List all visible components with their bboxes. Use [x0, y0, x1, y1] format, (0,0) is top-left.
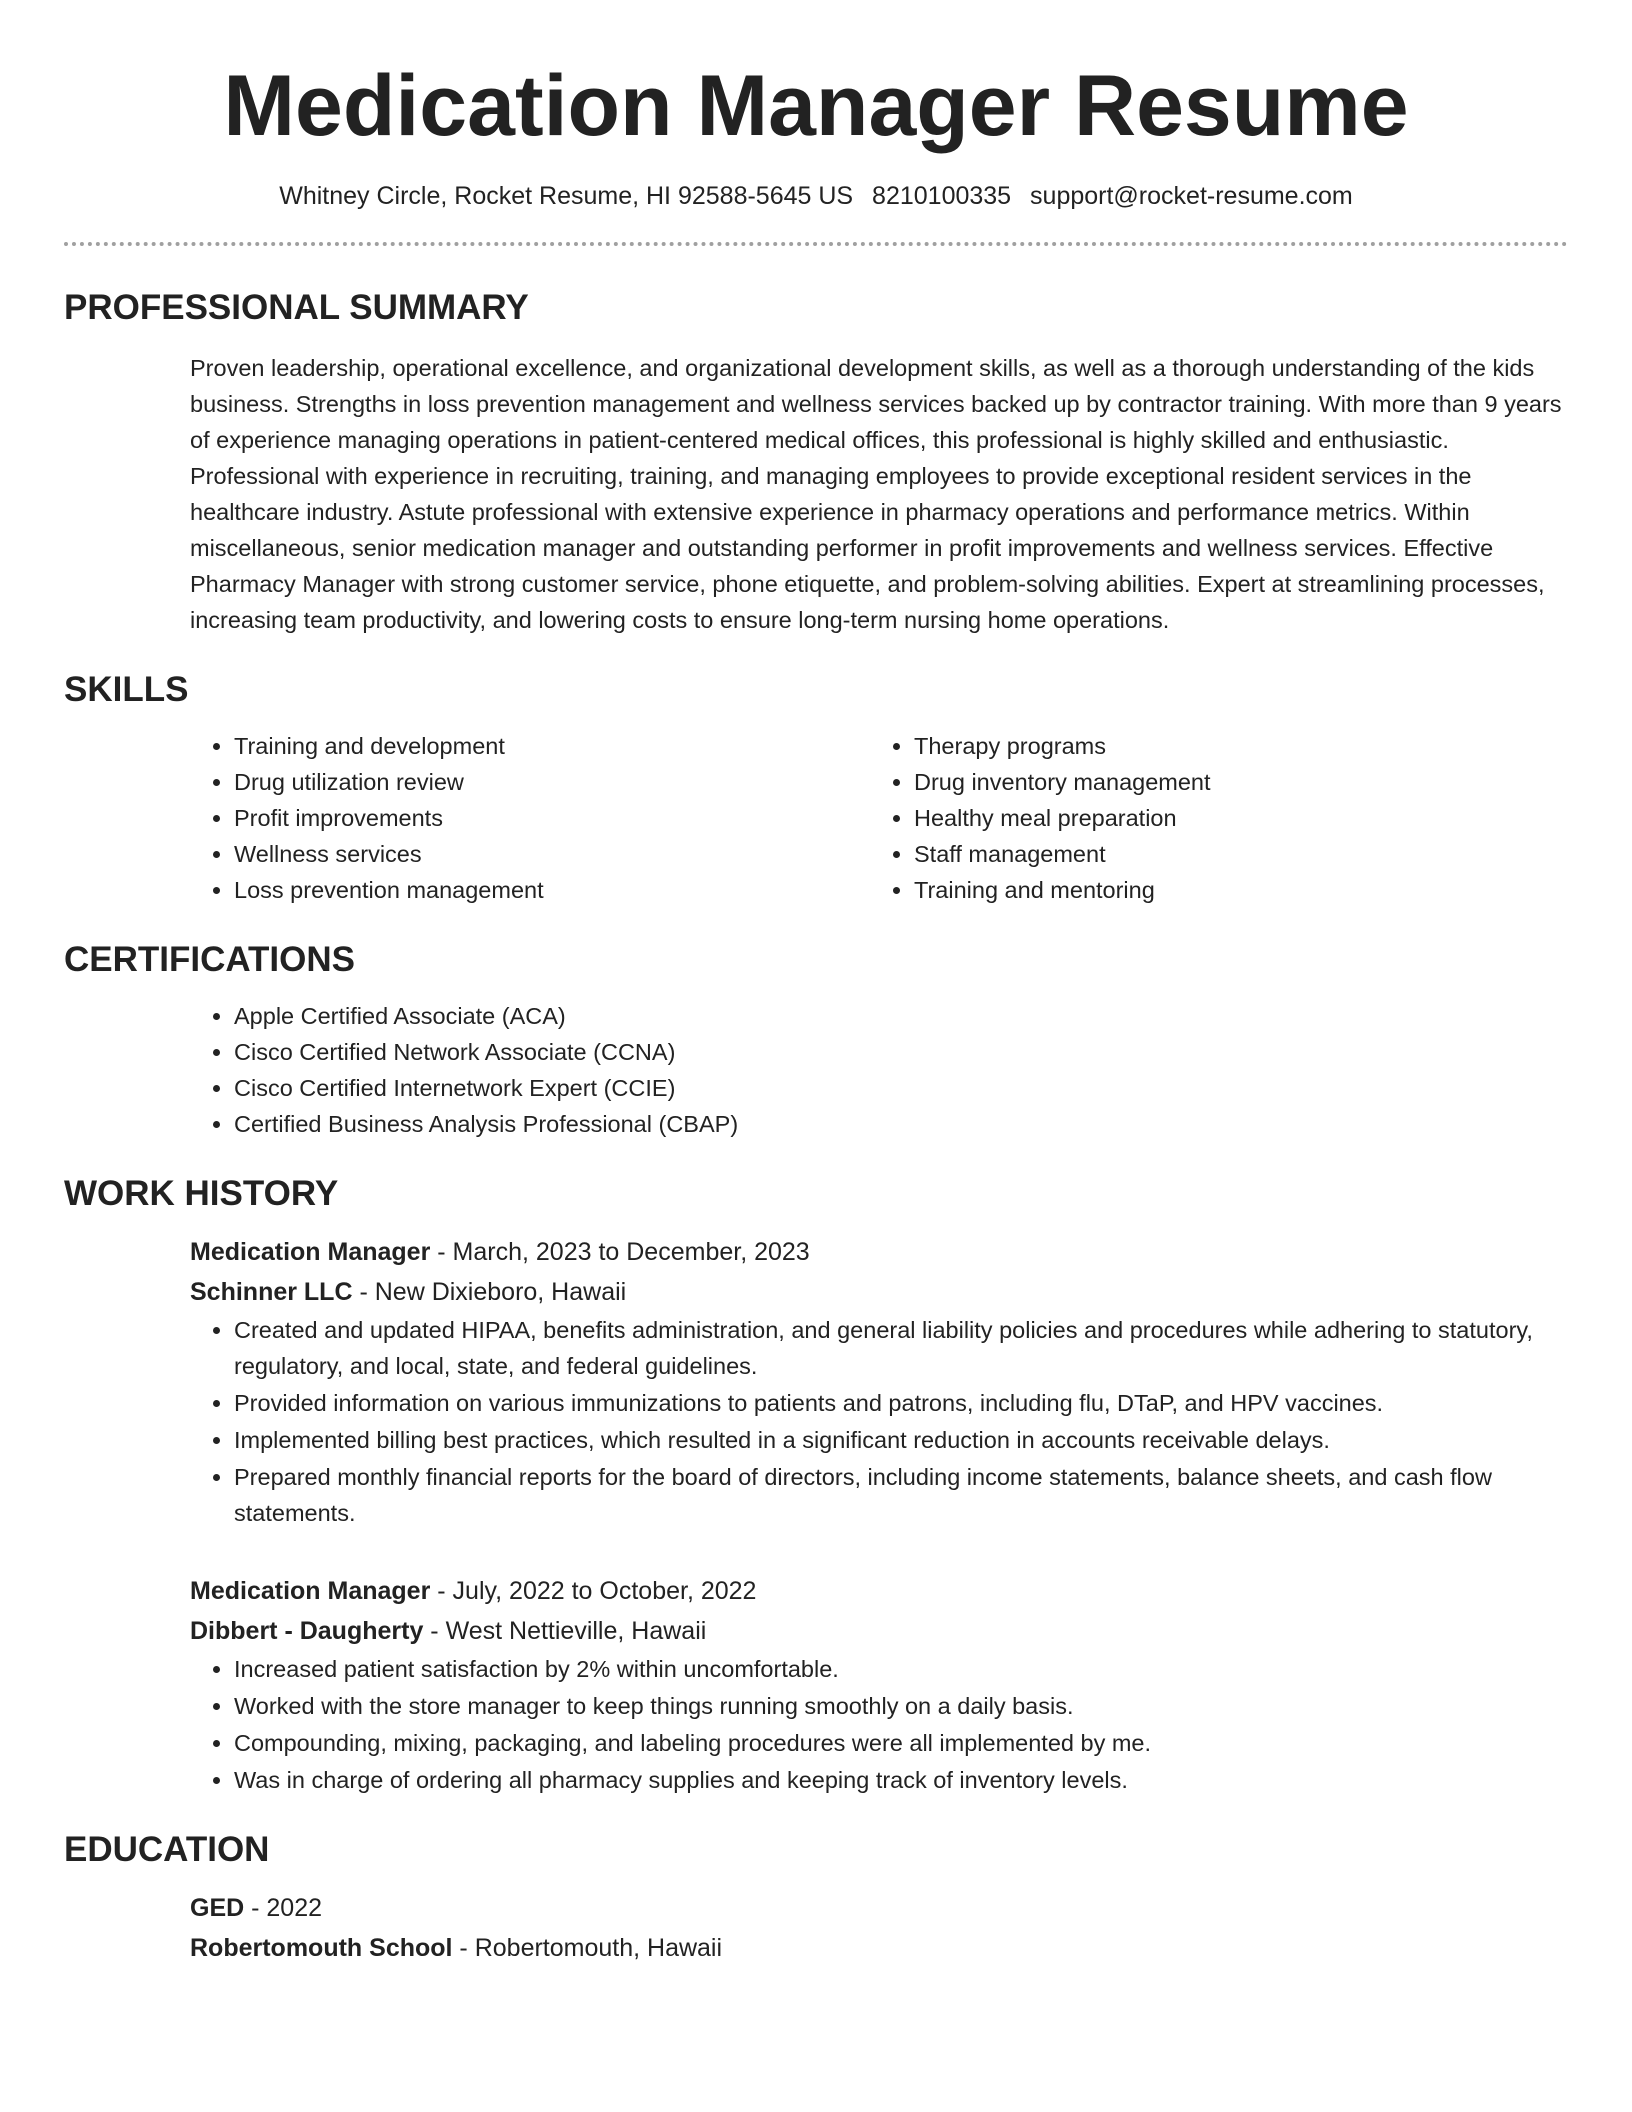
header-divider — [64, 242, 1568, 246]
job-company-line — [190, 1611, 1568, 1651]
certification-item: • Certified Business Analysis Professional (CBAP) — [234, 1106, 1568, 1142]
skills-column-left — [190, 728, 870, 908]
skill-item: • Drug inventory management — [914, 764, 1550, 800]
certification-item: • Cisco Certified Internetwork Expert (CCIE) — [234, 1070, 1568, 1106]
education-title: EDUCATION — [64, 1830, 270, 1869]
certification-item: • Cisco Certified Network Associate (CCNA) — [234, 1034, 1568, 1070]
job-role-line — [190, 1232, 1568, 1272]
skill-item: • Healthy meal preparation — [914, 800, 1550, 836]
education-degree: GED — [190, 1894, 245, 1922]
summary-text: Proven leadership, operational excellence, and organizational development skills, as well as a thorough understanding of the kids business. Strengths in loss prevention management and wellness services backed up by contractor training. With more than 9 years of experience managing operations in patient-centered medical offices, this professional is highly skilled and enthusiastic. Professional with experience in recruiting, training, and managing employees to provide exceptional resident services in the healthcare industry. Astute professional with extensive experience in pharmacy operations and performance metrics. Within miscellaneous, senior medication manager and outstanding performer in profit improvements and wellness services. Effective Pharmacy Manager with strong customer service, phone etiquette, and problem-solving abilities. Expert at streamlining processes, increasing team productivity, and lowering costs to ensure long-term nursing home operations. — [190, 355, 1562, 633]
education-year: - 2022 — [244, 1894, 323, 1922]
certification-item: • Apple Certified Associate (ACA) — [234, 998, 1568, 1034]
job-bullet: • Compounding, mixing, packaging, and labeling procedures were all implemented by me. — [234, 1725, 1568, 1761]
job-bullet: • Implemented billing best practices, which resulted in a significant reduction in accounts receivable delays. — [234, 1422, 1568, 1458]
skill-item: • Loss prevention management — [234, 872, 870, 908]
contact-phone: 8210100335 — [872, 182, 1012, 210]
skill-item: • Wellness services — [234, 836, 870, 872]
job-bullet: • Increased patient satisfaction by 2% within uncomfortable. — [234, 1651, 1568, 1687]
education-location: - Robertomouth, Hawaii — [452, 1934, 723, 1962]
job-dates: - March, 2023 to December, 2023 — [430, 1238, 810, 1266]
resume-header — [64, 0, 1568, 246]
job-location: - New Dixieboro, Hawaii — [352, 1278, 627, 1306]
skill-item: • Profit improvements — [234, 800, 870, 836]
contact-address: Whitney Circle, Rocket Resume, HI 92588-5645 US — [279, 182, 854, 210]
summary-title: PROFESSIONAL SUMMARY — [64, 288, 529, 327]
education-section — [64, 1828, 1568, 1968]
work-history-section — [64, 1172, 1568, 1798]
job-role-line — [190, 1571, 1568, 1611]
job-bullet: • Was in charge of ordering all pharmacy supplies and keeping track of inventory levels. — [234, 1762, 1568, 1798]
education-degree-line — [190, 1888, 1568, 1928]
education-school-line — [190, 1928, 1568, 1968]
job-entry — [190, 1571, 1568, 1798]
job-location: - West Nettieville, Hawaii — [423, 1617, 707, 1645]
certifications-section — [64, 938, 1568, 1142]
skill-item: • Staff management — [914, 836, 1550, 872]
certifications-title: CERTIFICATIONS — [64, 940, 356, 979]
summary-section — [64, 286, 1568, 638]
job-dates: - July, 2022 to October, 2022 — [430, 1577, 757, 1605]
job-company: Dibbert - Daugherty — [190, 1617, 424, 1645]
contact-email: support@rocket-resume.com — [1030, 182, 1353, 210]
skill-item: • Training and mentoring — [914, 872, 1550, 908]
job-bullet: • Provided information on various immunizations to patients and patrons, including flu, DTaP, and HPV vaccines. — [234, 1385, 1568, 1421]
job-bullet: • Worked with the store manager to keep things running smoothly on a daily basis. — [234, 1688, 1568, 1724]
job-role: Medication Manager — [190, 1577, 431, 1605]
skills-column-right — [870, 728, 1550, 908]
skill-item: • Training and development — [234, 728, 870, 764]
job-bullet: • Prepared monthly financial reports for the board of directors, including income statements, balance sheets, and cash flow statements. — [234, 1459, 1568, 1531]
job-company: Schinner LLC — [190, 1278, 353, 1306]
job-entry — [190, 1232, 1568, 1531]
job-bullet: • Created and updated HIPAA, benefits administration, and general liability policies and procedures while adhering to statutory, regulatory, and local, state, and federal guidelines. — [234, 1312, 1568, 1384]
skill-item: • Drug utilization review — [234, 764, 870, 800]
skills-title: SKILLS — [64, 670, 189, 709]
job-company-line — [190, 1272, 1568, 1312]
skills-section — [64, 668, 1568, 908]
job-role: Medication Manager — [190, 1238, 431, 1266]
education-school: Robertomouth School — [190, 1934, 453, 1962]
work-history-title: WORK HISTORY — [64, 1174, 339, 1213]
page-title: Medication Manager Resume — [223, 58, 1409, 154]
contact-line — [64, 178, 1568, 214]
skill-item: • Therapy programs — [914, 728, 1550, 764]
